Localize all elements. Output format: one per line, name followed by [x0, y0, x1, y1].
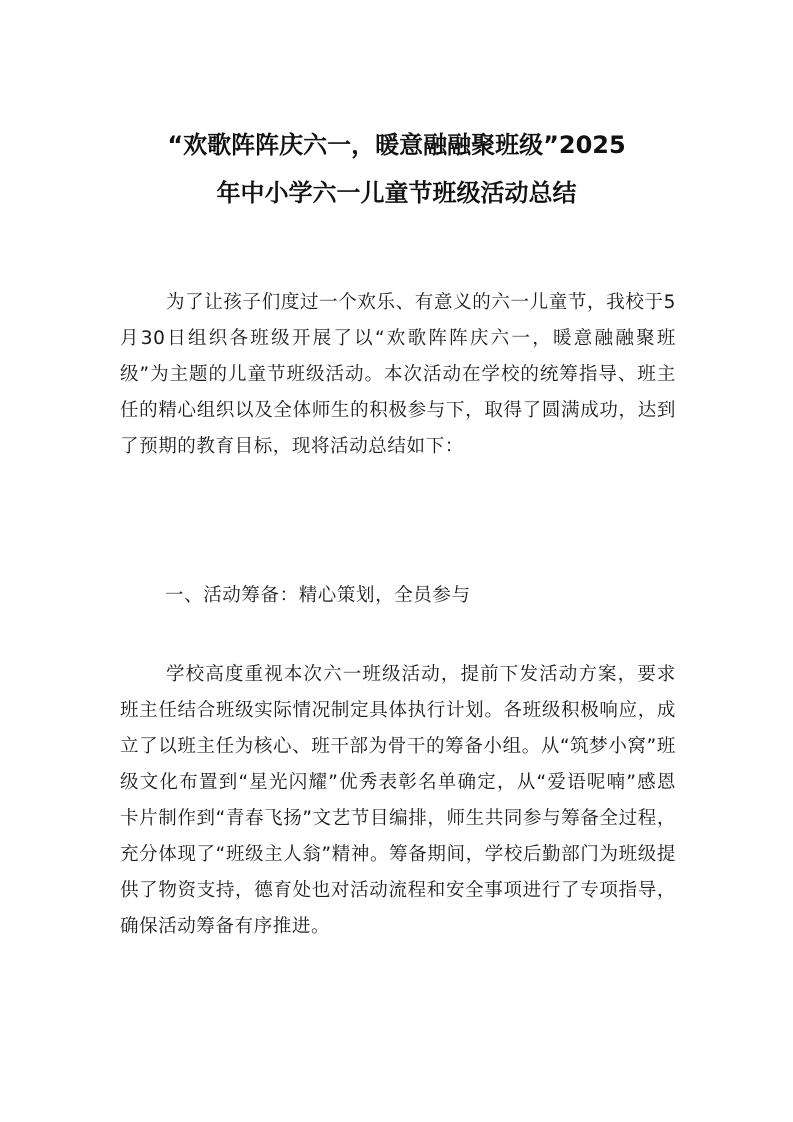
document-title-line-1: “欢歌阵阵庆六一，暖意融融聚班级”2025	[167, 131, 626, 159]
document-title-line-2: 年中小学六一儿童节班级活动总结	[216, 179, 577, 207]
preparation-paragraph: 学校高度重视本次六一班级活动，提前下发活动方案，要求班主任结合班级实际情况制定具体执行计划。各班级积极响应，成立了以班主任为核心、班干部为骨干的筹备小组。从“筑梦小窝”班级文化布置到“星光闪耀”优秀表彰名单确定，从“爱语呢喃”感恩卡片制作到“青春飞扬”文艺节目编排，师生共同参与筹备全过程，充分体现了“班级主人翁”精神。筹备期间，学校后勤部门为班级提供了物资支持，德育处也对活动流程和安全事项进行了专项指导，确保活动筹备有序推进。	[120, 664, 676, 937]
section-heading-preparation: 一、活动筹备：精心策划，全员参与	[165, 585, 471, 606]
intro-paragraph: 为了让孩子们度过一个欢乐、有意义的六一儿童节，我校于5月30日组织各班级开展了以“欢歌阵阵庆六一，暖意融融聚班级”为主题的儿童节班级活动。本次活动在学校的统筹指导、班主任的精心组织以及全体师生的积极参与下，取得了圆满成功，达到了预期的教育目标，现将活动总结如下：	[120, 292, 676, 457]
